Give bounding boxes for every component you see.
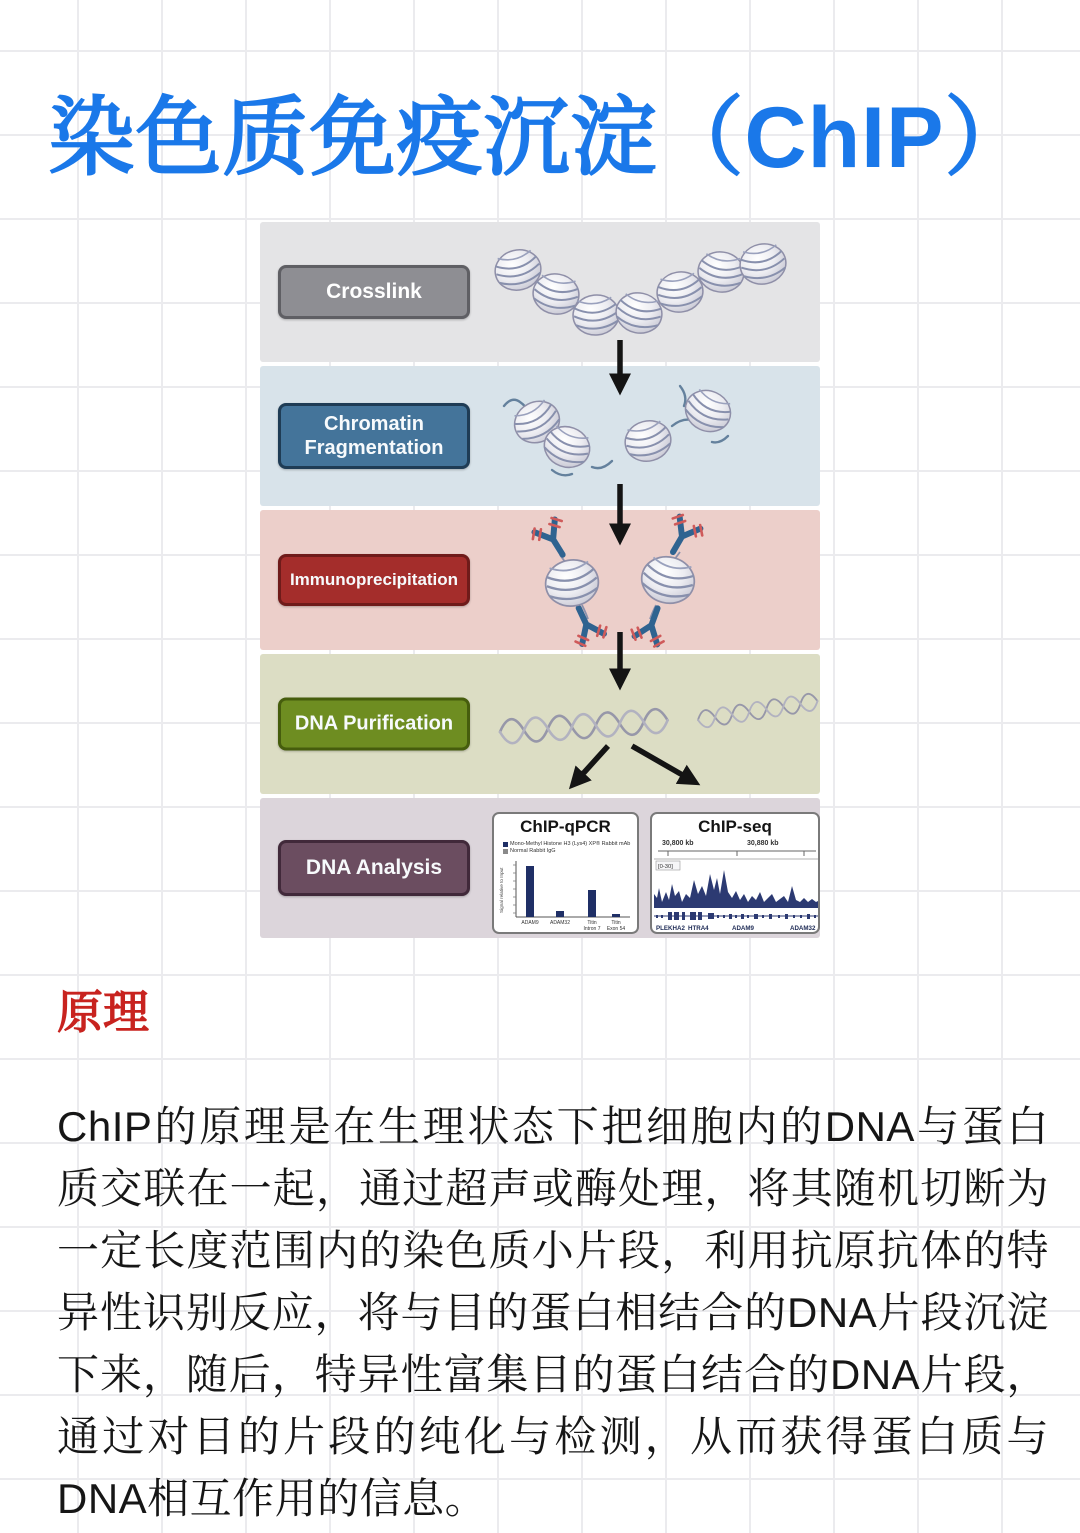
chip-seq-panel (650, 812, 820, 934)
seq-gene-name: PLEKHA2 (656, 925, 685, 932)
qpcr-x-label: Titin (611, 920, 621, 926)
nucleosome-icon (637, 551, 699, 608)
dna-helix-icon (499, 708, 668, 744)
seq-coord-right: 30,880 kb (747, 840, 779, 847)
step-label-dna-purification: DNA Purification (278, 698, 470, 751)
step-label-crosslink: Crosslink (278, 265, 470, 319)
section-heading: 原理 (57, 986, 149, 1038)
qpcr-legend (503, 841, 630, 855)
seq-gene-name: ADAM9 (732, 925, 755, 932)
qpcr-bar-chart (496, 855, 638, 933)
nucleosome-icon (621, 416, 676, 467)
step-band-chromatin-fragmentation (260, 366, 820, 506)
step-band-crosslink (260, 222, 820, 362)
antibody-icon (563, 601, 609, 649)
qpcr-x-label: Intron 7 (583, 926, 601, 932)
qpcr-bar (588, 890, 596, 917)
chip-workflow-diagram (260, 222, 820, 938)
antibody-icon (529, 514, 577, 563)
dna-helix-icon (697, 693, 819, 729)
legend-swatch (503, 849, 508, 854)
qpcr-panel-title: ChIP-qPCR (520, 817, 611, 836)
qpcr-bar (526, 866, 534, 917)
nucleosome-icon (679, 383, 738, 439)
qpcr-y-axis-label: Signal relative to Input (499, 867, 504, 913)
legend-swatch (503, 842, 508, 847)
section-body-text: ChIP的原理是在生理状态下把细胞内的DNA与蛋白质交联在一起，通过超声或酶处理，将其随机切断为一定长度范围内的染色质小片段，利用抗原抗体的特异性识别反应，将与目的蛋白相结合的DNA片段沉淀下来，随后，特异性富集目的蛋白结合的DNA片段，通过对目的片段的纯化与检测，从而获得蛋白质与DNA相互作用的信息。 (57, 1103, 1049, 1522)
step-band-immunoprecipitation (260, 510, 820, 650)
seq-coverage-peaks (654, 870, 820, 908)
seq-gene-name: ADAM32 (790, 925, 816, 932)
nucleosome-icon (542, 556, 602, 610)
legend-label: Mono-Methyl Histone H3 (Lys4) XP® Rabbit mAb (510, 841, 631, 847)
chip-qpcr-panel (492, 812, 639, 934)
qpcr-x-label: ADAM9 (521, 920, 539, 926)
qpcr-x-label: ADAM32 (549, 920, 571, 926)
seq-gene-name: HTRA4 (688, 925, 709, 932)
step-label-immunoprecipitation: Immunoprecipitation (278, 554, 470, 606)
antibody-icon (658, 512, 706, 561)
qpcr-bar (556, 911, 564, 917)
step-band-dna-analysis (260, 798, 820, 938)
step-band-dna-purification (260, 654, 820, 794)
qpcr-x-label: Exon 54 (606, 926, 626, 932)
seq-genome-track (654, 836, 820, 934)
legend-label: Normal Rabbit IgG (510, 848, 556, 854)
nucleosome-icon (736, 240, 789, 289)
step-label-dna-analysis: DNA Analysis (278, 840, 470, 896)
seq-panel-title: ChIP-seq (698, 817, 772, 836)
page-title: 染色质免疫沉淀（ChIP） (48, 90, 1032, 186)
seq-coord-left: 30,800 kb (662, 840, 694, 847)
qpcr-bar (612, 914, 620, 917)
step-label-chromatin-fragmentation: Chromatin Fragmentation (278, 403, 470, 469)
antibody-icon (629, 603, 674, 649)
seq-range-label: [0-30] (658, 864, 673, 870)
qpcr-x-label: Titin (587, 920, 597, 926)
